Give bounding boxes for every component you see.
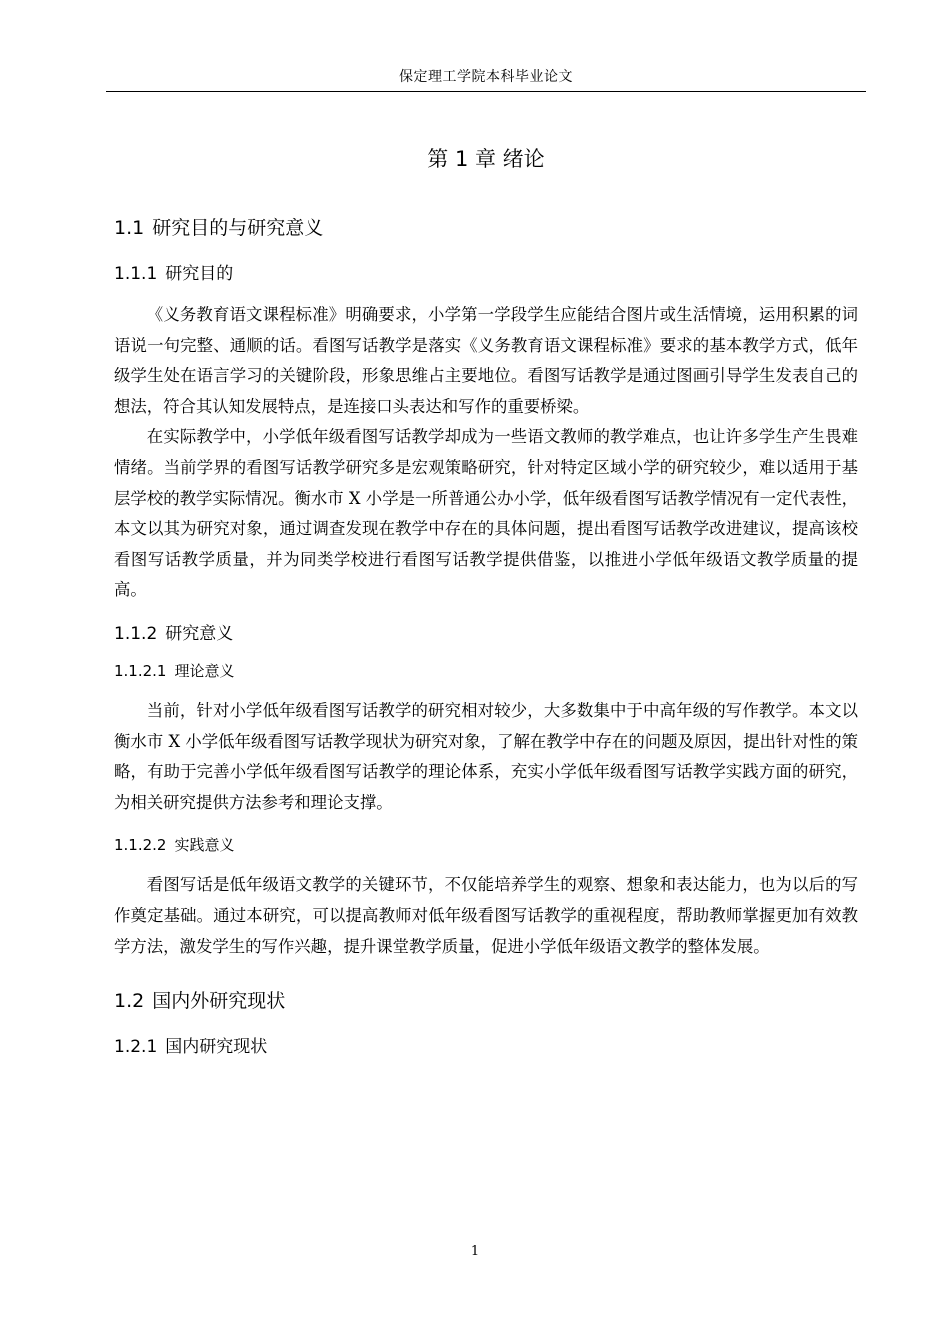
paragraph: 看图写话是低年级语文教学的关键环节，不仅能培养学生的观察、想象和表达能力，也为以后的写作奠定基础。通过本研究，可以提高教师对低年级看图写话教学的重视程度，帮助教师掌握更加有效教学方法，激发学生的写作兴趣，提升课堂教学质量，促进小学低年级语文教学的整体发展。 xyxy=(114,875,858,956)
section-title: 研究目的与研究意义 xyxy=(152,217,324,239)
section-title: 国内外研究现状 xyxy=(152,990,286,1013)
chapter-title: 第 1 章 绪论 xyxy=(427,147,545,171)
section-number: 1.1.2.2 xyxy=(114,836,167,855)
section-title: 研究意义 xyxy=(165,623,234,644)
section-heading-1-2-1 xyxy=(114,1035,858,1059)
paragraph: 《义务教育语文课程标准》明确要求，小学第一学段学生应能结合图片或生活情境，运用积累的词语说一句完整、通顺的话。看图写话教学是落实《义务教育语文课程标准》要求的基本教学方式，低年级学生处在语言学习的关键阶段，形象思维占主要地位。看图写话教学是通过图画引导学生发表自己的想法，符合其认知发展特点，是连接口头表达和写作的重要桥梁。 xyxy=(114,305,858,416)
section-number: 1.1.2.1 xyxy=(114,661,167,680)
section-number: 1.2 xyxy=(114,990,145,1013)
page-content xyxy=(114,144,858,1073)
section-title: 国内研究现状 xyxy=(165,1037,268,1058)
section-heading-1-1 xyxy=(114,215,858,241)
section-number: 1.1.1 xyxy=(114,264,158,284)
page-header: 保定理工学院本科毕业论文 xyxy=(399,69,573,85)
section-title: 实践意义 xyxy=(174,836,235,855)
paragraph: 当前，针对小学低年级看图写话教学的研究相对较少，大多数集中于中高年级的写作教学。本文以衡水市 X 小学低年级看图写话教学现状为研究对象，了解在教学中存在的问题及原因，提出针对性的策略，有助于完善小学低年级看图写话教学的理论体系，充实小学低年级看图写话教学实践方面的研究，为相关研究提供方法参考和理论支撑。 xyxy=(114,700,858,812)
section-heading-1-1-2-1 xyxy=(114,660,858,682)
header-divider xyxy=(106,91,866,92)
section-number: 1.1.2 xyxy=(114,623,158,644)
section-heading-1-1-2 xyxy=(114,622,858,646)
section-heading-1-2 xyxy=(114,988,858,1014)
section-heading-1-1-2-2 xyxy=(114,834,858,856)
section-number: 1.2.1 xyxy=(114,1037,158,1058)
section-title: 研究目的 xyxy=(165,264,234,284)
section-number: 1.1 xyxy=(114,217,145,239)
section-heading-1-1-1 xyxy=(114,262,858,286)
page-number: 1 xyxy=(470,1244,480,1259)
paragraph: 在实际教学中，小学低年级看图写话教学却成为一些语文教师的教学难点，也让许多学生产生畏难情绪。当前学界的看图写话教学研究多是宏观策略研究，针对特定区域小学的研究较少，难以适用于基层学校的教学实际情况。衡水市 X 小学是一所普通公办小学，低年级看图写话教学情况有一定代表性，本文以其为研究对象，通过调查发现在教学中存在的具体问题，提出看图写话教学改进建议，提高该校看图写话教学质量，并为同类学校进行看图写话教学提供借鉴，以推进小学低年级语文教学质量的提高。 xyxy=(114,427,858,600)
section-title: 理论意义 xyxy=(174,661,235,680)
